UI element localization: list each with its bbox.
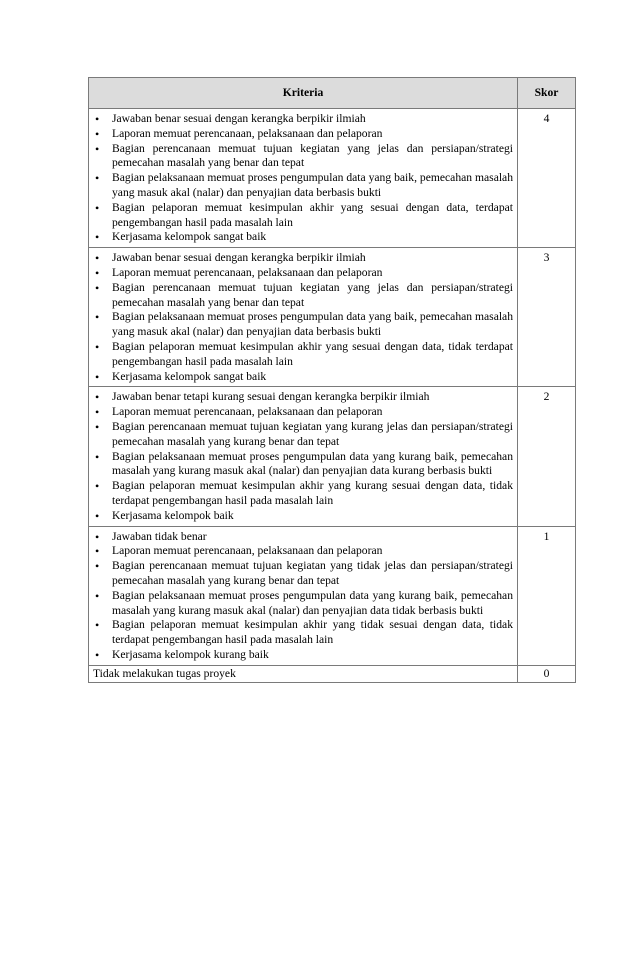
criterion-text: Bagian pelaporan memuat kesimpulan akhir yang sesuai dengan data, tidak terdapat pengembangan hasil pada masalah lain: [112, 339, 513, 368]
list-item: [93, 390, 513, 405]
score-cell: 2: [518, 387, 576, 526]
criterion-text: Bagian pelaksanaan memuat proses pengumpulan data yang kurang baik, pemecahan masalah yang kurang masuk akal (nalar) dan penyajian data kurang berbasis bukti: [112, 449, 513, 478]
list-item: [93, 405, 513, 420]
table-row: [89, 248, 576, 387]
bullet-icon: •: [95, 280, 100, 295]
criteria-cell: [89, 248, 518, 387]
bullet-icon: •: [95, 265, 100, 280]
criteria-cell: Tidak melakukan tugas proyek: [89, 665, 518, 683]
bullet-icon: •: [95, 419, 100, 434]
bullet-icon: •: [95, 310, 100, 325]
criteria-cell: [89, 109, 518, 248]
criteria-list: [93, 390, 513, 523]
list-item: [93, 310, 513, 340]
criterion-text: Kerjasama kelompok sangat baik: [112, 369, 267, 383]
bullet-icon: •: [95, 588, 100, 603]
bullet-icon: •: [95, 251, 100, 266]
criterion-text: Bagian perencanaan memuat tujuan kegiatan yang jelas dan persiapan/strategi pemecahan masalah yang benar dan tepat: [112, 141, 513, 170]
bullet-icon: •: [95, 339, 100, 354]
list-item: [93, 479, 513, 509]
list-item: [93, 230, 513, 245]
bullet-icon: •: [95, 171, 100, 186]
bullet-icon: •: [95, 559, 100, 574]
criterion-text: Laporan memuat perencanaan, pelaksanaan dan pelaporan: [112, 126, 383, 140]
criterion-text: Jawaban benar tetapi kurang sesuai dengan kerangka berpikir ilmiah: [112, 390, 430, 404]
score-cell: 0: [518, 665, 576, 683]
criterion-text: Bagian pelaporan memuat kesimpulan akhir yang sesuai dengan data, terdapat pengembangan hasil pada masalah lain: [112, 200, 513, 229]
header-row: [89, 78, 576, 109]
list-item: [93, 171, 513, 201]
table-row-none: [89, 665, 576, 683]
criterion-text: Kerjasama kelompok sangat baik: [112, 230, 267, 244]
list-item: [93, 450, 513, 480]
list-item: [93, 420, 513, 450]
table-row: [89, 109, 576, 248]
criterion-text: Bagian pelaksanaan memuat proses pengumpulan data yang baik, pemecahan masalah yang masuk akal (nalar) dan penyajian data berbasis bukti: [112, 171, 513, 199]
list-item: [93, 370, 513, 385]
bullet-icon: •: [95, 405, 100, 420]
bullet-icon: •: [95, 369, 100, 384]
criteria-list: [93, 530, 513, 663]
rubric-body: [89, 109, 576, 683]
list-item: [93, 281, 513, 311]
criteria-cell: [89, 526, 518, 665]
list-item: [93, 201, 513, 231]
criteria-list: [93, 251, 513, 384]
criteria-header: Kriteria: [89, 78, 518, 109]
bullet-icon: •: [95, 200, 100, 215]
bullet-icon: •: [95, 390, 100, 405]
rubric-table: [88, 77, 576, 683]
criterion-text: Kerjasama kelompok kurang baik: [112, 647, 269, 661]
criterion-text: Jawaban tidak benar: [112, 529, 207, 543]
list-item: [93, 559, 513, 589]
criterion-text: Bagian pelaksanaan memuat proses pengumpulan data yang kurang baik, pemecahan masalah yang kurang masuk akal (nalar) dan penyajian data tidak berbasis bukti: [112, 588, 513, 617]
list-item: [93, 142, 513, 172]
criteria-cell: [89, 387, 518, 526]
bullet-icon: •: [95, 230, 100, 245]
criterion-text: Bagian pelaksanaan memuat proses pengumpulan data yang baik, pemecahan masalah yang masuk akal (nalar) dan penyajian data berbasis bukti: [112, 310, 513, 339]
list-item: [93, 509, 513, 524]
criteria-list: [93, 112, 513, 245]
bullet-icon: •: [95, 544, 100, 559]
criterion-text: Laporan memuat perencanaan, pelaksanaan dan pelaporan: [112, 544, 383, 558]
list-item: [93, 618, 513, 648]
table-row: [89, 526, 576, 665]
criterion-text: Bagian perencanaan memuat tujuan kegiatan yang jelas dan persiapan/strategi pemecahan masalah yang benar dan tepat: [112, 280, 513, 309]
list-item: [93, 112, 513, 127]
list-item: [93, 544, 513, 559]
bullet-icon: •: [95, 479, 100, 494]
list-item: [93, 127, 513, 142]
criterion-text: Laporan memuat perencanaan, pelaksanaan dan pelaporan: [112, 405, 383, 419]
bullet-icon: •: [95, 529, 100, 544]
bullet-icon: •: [95, 508, 100, 523]
criterion-text: Bagian pelaporan memuat kesimpulan akhir yang kurang sesuai dengan data, tidak terdapat pengembangan hasil pada masalah lain: [112, 479, 513, 507]
list-item: [93, 340, 513, 370]
criterion-text: Bagian perencanaan memuat tujuan kegiatan yang kurang jelas dan persiapan/strategi pemecahan masalah yang kurang benar dan tepat: [112, 419, 513, 448]
list-item: [93, 648, 513, 663]
bullet-icon: •: [95, 449, 100, 464]
score-cell: 4: [518, 109, 576, 248]
list-item: [93, 530, 513, 545]
criterion-text: Kerjasama kelompok baik: [112, 508, 234, 522]
bullet-icon: •: [95, 647, 100, 662]
criterion-text: Laporan memuat perencanaan, pelaksanaan dan pelaporan: [112, 265, 383, 279]
criterion-text: Jawaban benar sesuai dengan kerangka berpikir ilmiah: [112, 112, 366, 125]
criterion-text: Bagian pelaporan memuat kesimpulan akhir yang tidak sesuai dengan data, tidak terdapat pengembangan hasil pada masalah lain: [112, 618, 513, 647]
table-row: [89, 387, 576, 526]
list-item: [93, 251, 513, 266]
criterion-text: Bagian perencanaan memuat tujuan kegiatan yang tidak jelas dan persiapan/strategi pemecahan masalah yang kurang benar dan tepat: [112, 559, 513, 587]
bullet-icon: •: [95, 141, 100, 156]
criterion-text: Jawaban benar sesuai dengan kerangka berpikir ilmiah: [112, 251, 366, 265]
list-item: [93, 589, 513, 619]
score-header: Skor: [518, 78, 576, 109]
bullet-icon: •: [95, 112, 100, 126]
bullet-icon: •: [95, 618, 100, 633]
bullet-icon: •: [95, 126, 100, 141]
score-cell: 3: [518, 248, 576, 387]
list-item: [93, 266, 513, 281]
score-cell: 1: [518, 526, 576, 665]
